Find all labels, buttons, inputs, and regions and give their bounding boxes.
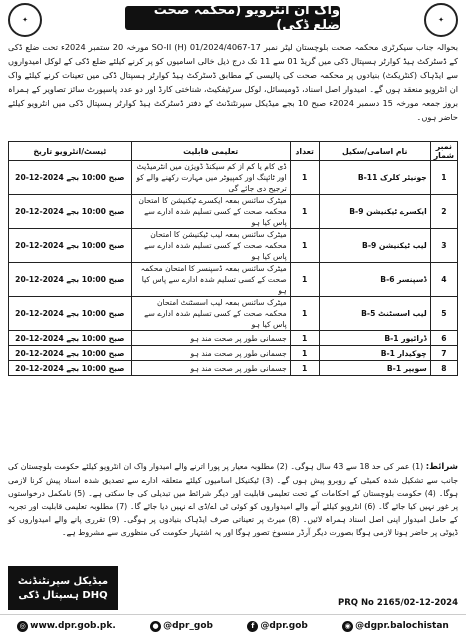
table-row — [9, 263, 458, 297]
serial-cell: 3 — [430, 229, 457, 263]
table-row — [9, 297, 458, 331]
table-header-row — [9, 142, 458, 161]
handle-link[interactable]: @dpr_gob — [163, 620, 213, 631]
quantity-cell: 1 — [290, 161, 319, 195]
terms-heading: شرائط: — [425, 462, 458, 472]
qualification-cell: جسمانی طور پر صحت مند ہو — [131, 331, 290, 346]
quantity-cell: 1 — [290, 361, 319, 376]
post-cell: چوکیدار B-1 — [319, 346, 430, 361]
serial-cell: 6 — [430, 331, 457, 346]
header-qualification: تعلیمی قابلیت — [131, 142, 290, 161]
serial-cell: 2 — [430, 195, 457, 229]
header-quantity: تعداد — [290, 142, 319, 161]
post-cell: لیب ٹیکنیشن B-9 — [319, 229, 430, 263]
post-cell: سویپر B-1 — [319, 361, 430, 376]
date-cell: 20-12-2024 صبح 10:00 بجے — [9, 346, 132, 361]
date-cell: 20-12-2024 صبح 10:00 بجے — [9, 195, 132, 229]
footer-website[interactable] — [17, 621, 116, 632]
page-title: واک ان انٹرویو (محکمہ صحت ضلع ڈکی) — [125, 6, 340, 30]
quantity-cell: 1 — [290, 346, 319, 361]
footer-social-3[interactable] — [342, 621, 449, 632]
post-cell: ایکسرے ٹیکنیشن B-9 — [319, 195, 430, 229]
table-row — [9, 161, 458, 195]
date-cell: 20-12-2024 صبح 10:00 بجے — [9, 361, 132, 376]
post-cell: لیب اسسٹنٹ B-5 — [319, 297, 430, 331]
table-row — [9, 361, 458, 376]
table-row — [9, 195, 458, 229]
table-row — [9, 331, 458, 346]
prq-number: PRQ No 2165/02-12-2024 — [337, 598, 458, 608]
signature-title: میڈیکل سپرنٹنڈنٹ — [17, 575, 109, 587]
quantity-cell: 1 — [290, 195, 319, 229]
signature-block — [8, 566, 118, 610]
header-serial: نمبر شمار — [430, 142, 457, 161]
date-cell: 20-12-2024 صبح 10:00 بجے — [9, 331, 132, 346]
terms-section — [8, 460, 458, 564]
qualification-cell: میٹرک سائنس بمعہ لیب ٹیکنیشن کا امتحان محکمہ صحت کے کسی تسلیم شدہ ادارے سے پاس کیا ہو — [131, 229, 290, 263]
quantity-cell: 1 — [290, 331, 319, 346]
footer — [0, 614, 466, 637]
government-emblem-icon: ✦ — [8, 3, 42, 37]
post-cell: ڈرائیور B-1 — [319, 331, 430, 346]
table-row — [9, 229, 458, 263]
qualification-cell: میٹرک سائنس بمعہ ایکسرے ٹیکنیشن کا امتحان محکمہ صحت کے کسی تسلیم شدہ ادارے سے پاس کیا ہو — [131, 195, 290, 229]
quantity-cell: 1 — [290, 263, 319, 297]
date-cell: 20-12-2024 صبح 10:00 بجے — [9, 263, 132, 297]
instagram-icon: ◉ — [342, 621, 353, 632]
serial-cell: 4 — [430, 263, 457, 297]
vacancy-table — [8, 141, 458, 376]
globe-icon: ◎ — [17, 621, 28, 632]
quantity-cell: 1 — [290, 229, 319, 263]
website-link[interactable]: www.dpr.gob.pk. — [30, 620, 116, 631]
serial-cell: 5 — [430, 297, 457, 331]
date-cell: 20-12-2024 صبح 10:00 بجے — [9, 297, 132, 331]
post-cell: جونیئر کلرک B-11 — [319, 161, 430, 195]
facebook-icon: f — [247, 621, 258, 632]
intro-paragraph: بحوالہ جناب سیکرٹری محکمہ صحت بلوچستان لیٹر نمبر 17-01/2024/4067 (H) SO-II مورخہ 20 ستمبر 2024ء تحت ضلع ڈکی کے ڈسٹرکٹ ہیڈ کوارٹر ہسپتال ڈکی میں گریڈ 01 سے 11 تک درج ذیل خالی اسامیوں کو پر کرنے کیلئے ضلع ڈکی کے لوکل امیدواروں سے ایڈہاک (کنٹریکٹ) بنیادوں پر محکمہ صحت کی پالیسی کے مطابق ڈسٹرکٹ ہیڈ کوارٹر ہسپتال ڈکی میں تعینات کرنے کیلئے واک ان انٹرویو منعقد ہوں گے۔ امیدوار اصل اسناد، ڈومیسائل، لوکل سرٹیفکیٹ، شناختی کارڈ اور دو عدد پاسپورٹ سائز تصاویر کے ہمراہ بروز جمعہ مورخہ 15 دسمبر 2024ء صبح 10 بجے میڈیکل سپرنٹنڈنٹ کے دفتر ڈسٹرکٹ ہیڈ کوارٹر ہسپتال ڈکی میں انٹرویو کیلئے حاضر ہوں۔ — [8, 42, 459, 122]
handle-link[interactable]: @dgpr.balochistan — [355, 620, 449, 631]
handle-link[interactable]: @dpr.gob — [260, 620, 308, 631]
qualification-cell: میٹرک سائنس بمعہ لیب اسسٹنٹ امتحان محکمہ صحت کے کسی تسلیم شدہ ادارے سے پاس کیا ہو — [131, 297, 290, 331]
serial-cell: 7 — [430, 346, 457, 361]
qualification-cell: ڈی کام یا کم از کم سیکنڈ ڈویژن میں انٹرمیڈیٹ اور ٹائپنگ اور کمپیوٹر میں مہارت رکھنے والے کو ترجیح دی جائے گی — [131, 161, 290, 195]
social-icon: ● — [150, 621, 161, 632]
header-post: نام اسامی/سکیل — [319, 142, 430, 161]
serial-cell: 8 — [430, 361, 457, 376]
qualification-cell: میٹرک سائنس بمعہ ڈسپنسر کا امتحان محکمہ صحت کے کسی تسلیم شدہ ادارے سے پاس کیا ہو — [131, 263, 290, 297]
header — [0, 0, 466, 42]
header-date: ٹیسٹ/انٹرویو تاریخ — [9, 142, 132, 161]
quantity-cell: 1 — [290, 297, 319, 331]
qualification-cell: جسمانی طور پر صحت مند ہو — [131, 361, 290, 376]
terms-text: (1) عمر کی حد 18 سے 43 سال ہوگی۔ (2) مطلوبہ معیار پر پورا اترنے والے امیدوار واک ان انٹرویو کیلئے حکومت بلوچستان کی جانب سے تشکیل شدہ کمیٹی کے روبرو پیش ہوں گے۔ (3) ٹیکنیکل اسامیوں کیلئے متعلقہ ادارے سے تصدیق شدہ اسناد پیش کرنا لازمی ہوگا۔ (4) حکومت بلوچستان کے احکامات کے تحت تعلیمی قابلیت اور دیگر شرائط میں تبدیلی کی جا سکتی ہے۔ (5) نامکمل درخواستوں پر غور نہیں کیا جائے گا۔ (6) انٹرویو کیلئے آنے والے امیدواروں کو کوئی ٹی اے/ڈی اے نہیں دیا جائے گا۔ (7) مطلوبہ تعلیمی قابلیت اور تجربہ کے حامل امیدوار اپنی اصل اسناد ہمراہ لائیں۔ (8) میرٹ پر تعیناتی صرف ایڈہاک بنیادوں پر ہوگی۔ (9) تقرری پانے والے امیدواروں کو ڈیوٹی پر حاضر ہونا لازمی ہوگا بصورت دیگر آرڈر منسوخ تصور ہوگا اور یہ اشتہار حکومت کی منظوری سے مشروط ہے۔ — [8, 462, 459, 537]
table-row — [9, 346, 458, 361]
serial-cell: 1 — [430, 161, 457, 195]
date-cell: 20-12-2024 صبح 10:00 بجے — [9, 229, 132, 263]
qualification-cell: جسمانی طور پر صحت مند ہو — [131, 346, 290, 361]
date-cell: 20-12-2024 صبح 10:00 بجے — [9, 161, 132, 195]
signature-office: DHQ ہسپتال ڈکی — [18, 589, 108, 601]
footer-social-1[interactable] — [150, 621, 213, 632]
footer-social-2[interactable] — [247, 621, 308, 632]
balochistan-emblem-icon: ✦ — [424, 3, 458, 37]
post-cell: ڈسپنسر B-6 — [319, 263, 430, 297]
